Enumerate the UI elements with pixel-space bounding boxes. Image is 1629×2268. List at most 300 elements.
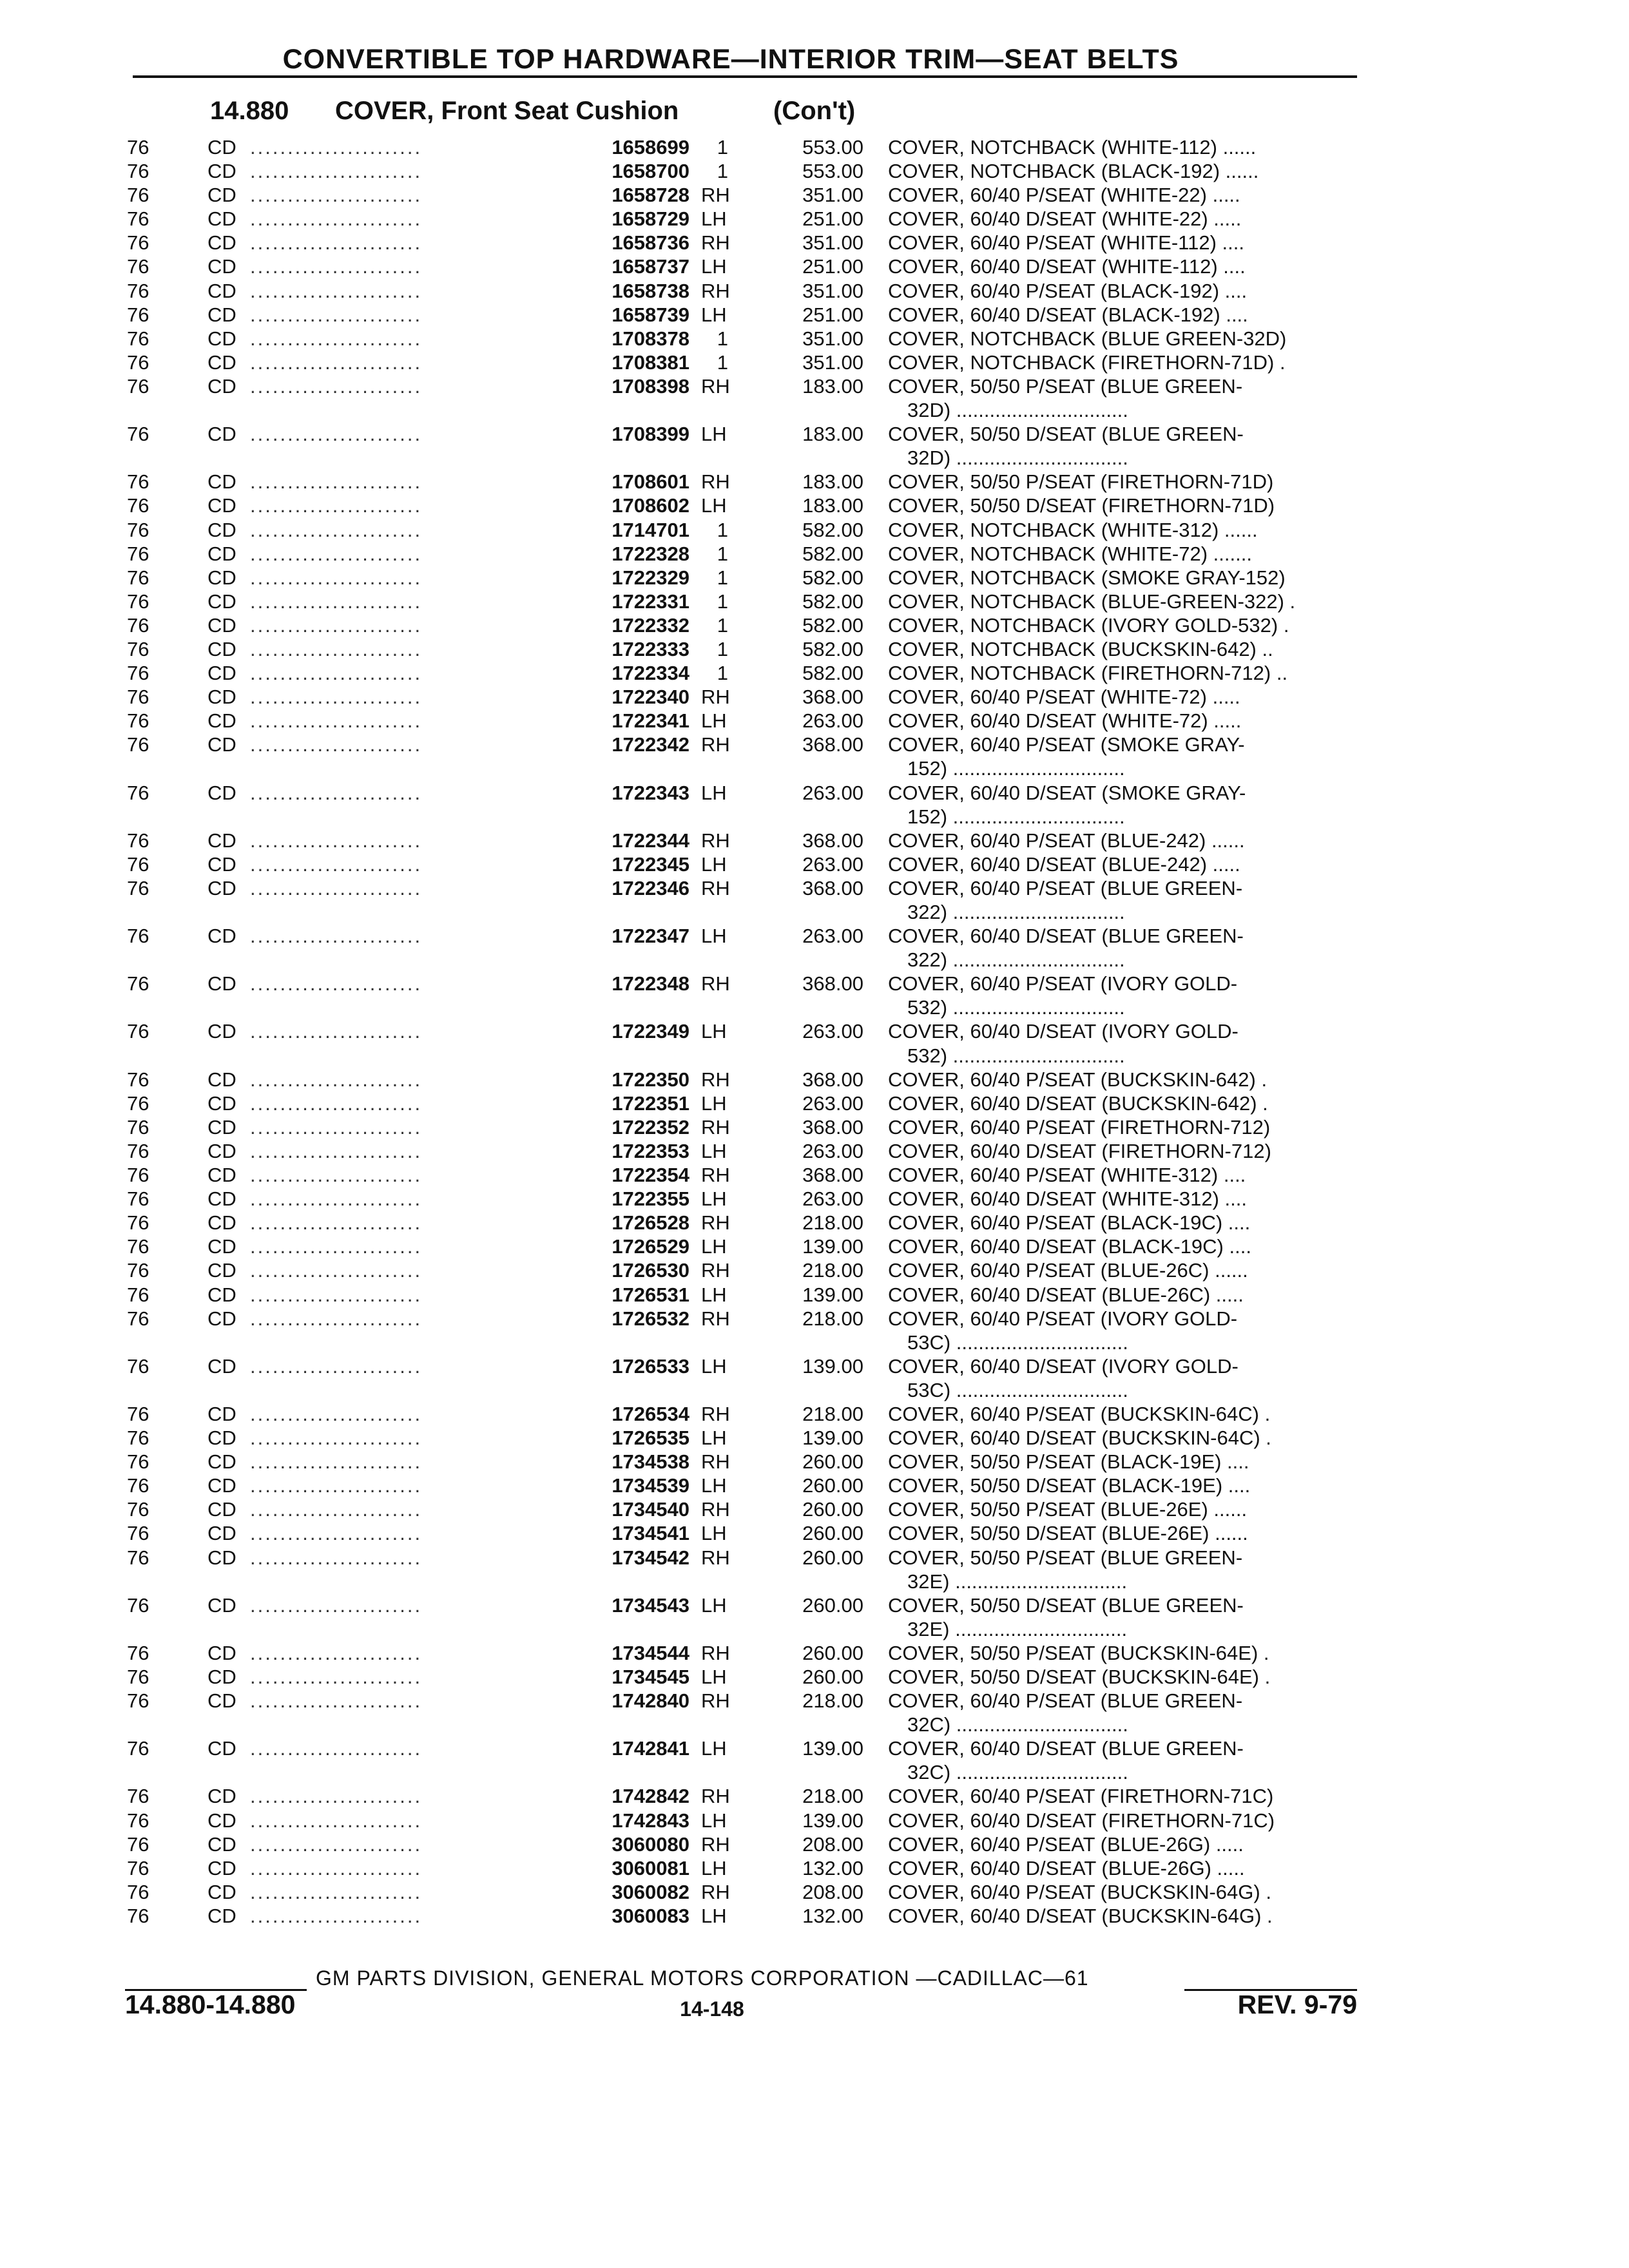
part-description: COVER, 60/40 P/SEAT (WHITE-22) .....: [888, 184, 1240, 207]
part-number: 1734544: [612, 1641, 689, 1664]
quantity-side: 1: [717, 160, 728, 183]
body-code: CD: [207, 1474, 236, 1497]
table-row: [0, 1354, 1629, 1402]
part-description: COVER, 60/40 D/SEAT (BLUE-242) .....: [888, 852, 1240, 876]
part-number: 3060081: [612, 1856, 689, 1879]
quantity-side: RH: [701, 733, 730, 756]
price: 368.00: [802, 972, 863, 995]
dot-leader: .......................: [250, 1689, 423, 1713]
table-row: [0, 733, 1629, 780]
part-description: COVER, 60/40 P/SEAT (FIRETHORN-712): [888, 1115, 1271, 1139]
table-row: [0, 590, 1629, 613]
key-number: 76: [127, 1809, 149, 1832]
body-code: CD: [207, 709, 236, 733]
part-number: 1742843: [612, 1809, 689, 1832]
table-row: [0, 207, 1629, 231]
price: 132.00: [802, 1856, 863, 1879]
table-row: [0, 566, 1629, 590]
key-number: 76: [127, 207, 149, 231]
quantity-side: LH: [701, 925, 727, 948]
quantity-side: RH: [701, 1211, 730, 1235]
dot-leader: .......................: [250, 184, 423, 207]
quantity-side: 1: [717, 566, 728, 589]
dot-leader: .......................: [250, 1164, 423, 1187]
part-description: COVER, NOTCHBACK (BUCKSKIN-642) ..: [888, 637, 1273, 660]
quantity-side: LH: [701, 1283, 727, 1306]
part-description: COVER, 50/50 D/SEAT (BUCKSKIN-64E) .: [888, 1666, 1271, 1688]
footer-division-line: GM PARTS DIVISION, GENERAL MOTORS CORPORATION —CADILLAC—61: [316, 1966, 1089, 1990]
table-row: [0, 637, 1629, 661]
price: 251.00: [802, 303, 863, 326]
body-code: CD: [207, 1164, 236, 1187]
table-row: [0, 1593, 1629, 1641]
price: 582.00: [802, 518, 863, 541]
part-number: 1722348: [612, 972, 689, 995]
table-row: [0, 924, 1629, 972]
dot-leader: .......................: [250, 1020, 423, 1043]
part-description: COVER, 60/40 D/SEAT (WHITE-72) .....: [888, 709, 1242, 733]
key-number: 76: [127, 829, 149, 852]
table-row: [0, 1689, 1629, 1736]
part-number: 3060083: [612, 1904, 689, 1927]
body-code: CD: [207, 1259, 236, 1282]
price: 260.00: [802, 1498, 863, 1521]
part-description: COVER, NOTCHBACK (FIRETHORN-71D) .: [888, 351, 1286, 374]
table-row: [0, 1904, 1629, 1928]
body-code: CD: [207, 1307, 236, 1330]
table-row: [0, 422, 1629, 470]
dot-leader: .......................: [250, 231, 423, 255]
price: 260.00: [802, 1450, 863, 1474]
dot-leader: .......................: [250, 1737, 423, 1760]
table-row: [0, 470, 1629, 494]
table-row: [0, 255, 1629, 278]
key-number: 76: [127, 1427, 149, 1450]
part-description: COVER, 50/50 D/SEAT (BLUE-26E) ......: [888, 1522, 1248, 1545]
price: 208.00: [802, 1832, 863, 1856]
key-number: 76: [127, 1689, 149, 1713]
part-description-continued: 532) ...............................: [907, 996, 1125, 1019]
price: 582.00: [802, 613, 863, 637]
part-description: COVER, 60/40 D/SEAT (BUCKSKIN-64C) .: [888, 1427, 1271, 1450]
key-number: 76: [127, 1474, 149, 1497]
key-number: 76: [127, 566, 149, 589]
body-code: CD: [207, 1904, 236, 1927]
price: 260.00: [802, 1641, 863, 1664]
dot-leader: .......................: [250, 1546, 423, 1569]
part-description: COVER, 50/50 P/SEAT (BLUE-26E) ......: [888, 1498, 1248, 1521]
quantity-side: LH: [701, 1354, 727, 1378]
key-number: 76: [127, 1546, 149, 1569]
dot-leader: .......................: [250, 1785, 423, 1808]
dot-leader: .......................: [250, 494, 423, 517]
key-number: 76: [127, 160, 149, 183]
key-number: 76: [127, 876, 149, 899]
part-number: 1734543: [612, 1593, 689, 1617]
quantity-side: LH: [701, 1427, 727, 1450]
quantity-side: LH: [701, 1474, 727, 1497]
part-number: 1658739: [612, 303, 689, 326]
quantity-side: RH: [701, 1259, 730, 1282]
part-description: COVER, NOTCHBACK (IVORY GOLD-532) .: [888, 613, 1289, 637]
dot-leader: .......................: [250, 1809, 423, 1832]
price: 251.00: [802, 207, 863, 231]
section-heading: [210, 97, 855, 126]
part-number: 1734539: [612, 1474, 689, 1497]
table-row: [0, 1163, 1629, 1187]
part-number: 1658700: [612, 160, 689, 183]
table-row: [0, 303, 1629, 327]
key-number: 76: [127, 590, 149, 613]
price: 553.00: [802, 160, 863, 183]
quantity-side: RH: [701, 1546, 730, 1569]
part-description: COVER, 50/50 D/SEAT (BLUE GREEN-: [888, 423, 1244, 446]
quantity-side: 1: [717, 351, 728, 374]
body-code: CD: [207, 1880, 236, 1903]
part-description-continued: 32E) ...............................: [907, 1617, 1128, 1640]
quantity-side: LH: [701, 1737, 727, 1760]
key-number: 76: [127, 327, 149, 350]
table-row: [0, 374, 1629, 422]
part-number: 1708378: [612, 327, 689, 350]
part-number: 3060082: [612, 1880, 689, 1903]
part-description-continued: 322) ...............................: [907, 901, 1125, 923]
price: 368.00: [802, 829, 863, 852]
part-description: COVER, 60/40 P/SEAT (BLACK-192) ....: [888, 279, 1248, 302]
section-continued: (Con't): [773, 97, 856, 125]
part-description: COVER, NOTCHBACK (BLUE GREEN-32D): [888, 327, 1287, 350]
quantity-side: 1: [717, 637, 728, 660]
body-code: CD: [207, 423, 236, 446]
quantity-side: LH: [701, 1593, 727, 1617]
part-description-continued: 152) ...............................: [907, 805, 1125, 828]
key-number: 76: [127, 255, 149, 278]
quantity-side: RH: [701, 1402, 730, 1425]
key-number: 76: [127, 1641, 149, 1664]
part-description-continued: 532) ...............................: [907, 1044, 1125, 1067]
price: 582.00: [802, 542, 863, 565]
body-code: CD: [207, 1354, 236, 1378]
body-code: CD: [207, 1283, 236, 1306]
table-row: [0, 1474, 1629, 1497]
part-number: 1722340: [612, 686, 689, 709]
part-description: COVER, NOTCHBACK (WHITE-72) .......: [888, 542, 1252, 565]
price: 139.00: [802, 1354, 863, 1378]
body-code: CD: [207, 1832, 236, 1856]
body-code: CD: [207, 662, 236, 685]
body-code: CD: [207, 613, 236, 637]
price: 263.00: [802, 1139, 863, 1162]
quantity-side: LH: [701, 303, 727, 326]
part-description: COVER, 60/40 D/SEAT (BLUE GREEN-: [888, 925, 1244, 948]
table-row: [0, 494, 1629, 517]
table-row: [0, 327, 1629, 351]
price: 218.00: [802, 1211, 863, 1235]
price: 263.00: [802, 852, 863, 876]
dot-leader: .......................: [250, 1354, 423, 1378]
body-code: CD: [207, 852, 236, 876]
part-number: 1734542: [612, 1546, 689, 1569]
price: 218.00: [802, 1785, 863, 1808]
body-code: CD: [207, 255, 236, 278]
table-row: [0, 852, 1629, 876]
body-code: CD: [207, 733, 236, 756]
part-number: 1722352: [612, 1115, 689, 1139]
body-code: CD: [207, 1450, 236, 1474]
part-number: 1722332: [612, 613, 689, 637]
price: 208.00: [802, 1880, 863, 1903]
price: 263.00: [802, 1091, 863, 1115]
part-description: COVER, 60/40 P/SEAT (WHITE-112) ....: [888, 231, 1244, 255]
part-description: COVER, NOTCHBACK (SMOKE GRAY-152): [888, 566, 1286, 589]
part-description: COVER, 60/40 P/SEAT (FIRETHORN-71C): [888, 1785, 1274, 1808]
part-description-continued: 32D) ...............................: [907, 399, 1128, 422]
price: 132.00: [802, 1904, 863, 1927]
key-number: 76: [127, 136, 149, 159]
quantity-side: RH: [701, 470, 730, 494]
table-row: [0, 1283, 1629, 1307]
body-code: CD: [207, 829, 236, 852]
part-description-continued: 32D) ...............................: [907, 447, 1128, 470]
key-number: 76: [127, 709, 149, 733]
key-number: 76: [127, 637, 149, 660]
dot-leader: .......................: [250, 1450, 423, 1474]
quantity-side: 1: [717, 590, 728, 613]
key-number: 76: [127, 1164, 149, 1187]
dot-leader: .......................: [250, 1880, 423, 1903]
table-row: [0, 781, 1629, 829]
quantity-side: RH: [701, 1689, 730, 1713]
quantity-side: RH: [701, 279, 730, 302]
parts-list: [0, 135, 1629, 1928]
section-number: 14.880: [210, 97, 289, 125]
dot-leader: .......................: [250, 613, 423, 637]
table-row: [0, 685, 1629, 709]
price: 260.00: [802, 1546, 863, 1569]
key-number: 76: [127, 1402, 149, 1425]
price: 368.00: [802, 1164, 863, 1187]
dot-leader: .......................: [250, 374, 423, 398]
table-row: [0, 542, 1629, 566]
dot-leader: .......................: [250, 303, 423, 326]
price: 368.00: [802, 1115, 863, 1139]
price: 351.00: [802, 231, 863, 255]
part-number: 1742840: [612, 1689, 689, 1713]
key-number: 76: [127, 518, 149, 541]
price: 183.00: [802, 374, 863, 398]
body-code: CD: [207, 1689, 236, 1713]
part-number: 1658728: [612, 184, 689, 207]
body-code: CD: [207, 1139, 236, 1162]
quantity-side: LH: [701, 709, 727, 733]
page-header-title: CONVERTIBLE TOP HARDWARE—INTERIOR TRIM—SEAT BELTS: [282, 44, 1179, 75]
part-description-continued: 32C) ...............................: [907, 1713, 1128, 1736]
dot-leader: .......................: [250, 1522, 423, 1545]
part-description: COVER, NOTCHBACK (BLUE-GREEN-322) .: [888, 590, 1296, 613]
quantity-side: LH: [701, 1235, 727, 1258]
key-number: 76: [127, 1068, 149, 1091]
price: 263.00: [802, 1020, 863, 1043]
dot-leader: .......................: [250, 136, 423, 159]
section-description: COVER, Front Seat Cushion: [335, 97, 679, 125]
quantity-side: RH: [701, 1115, 730, 1139]
part-description: COVER, 60/40 P/SEAT (IVORY GOLD-: [888, 972, 1238, 995]
body-code: CD: [207, 374, 236, 398]
key-number: 76: [127, 279, 149, 302]
price: 218.00: [802, 1307, 863, 1330]
key-number: 76: [127, 733, 149, 756]
body-code: CD: [207, 1068, 236, 1091]
part-description: COVER, NOTCHBACK (WHITE-312) ......: [888, 518, 1258, 541]
part-description: COVER, 60/40 D/SEAT (WHITE-22) .....: [888, 207, 1242, 231]
dot-leader: .......................: [250, 1115, 423, 1139]
part-description: COVER, 60/40 P/SEAT (WHITE-312) ....: [888, 1164, 1246, 1187]
dot-leader: .......................: [250, 1139, 423, 1162]
price: 139.00: [802, 1235, 863, 1258]
quantity-side: LH: [701, 1809, 727, 1832]
price: 139.00: [802, 1737, 863, 1760]
price: 582.00: [802, 637, 863, 660]
part-description-continued: 322) ...............................: [907, 948, 1125, 972]
part-description: COVER, 60/40 P/SEAT (BLUE-242) ......: [888, 829, 1245, 852]
part-description: COVER, 60/40 D/SEAT (FIRETHORN-712): [888, 1139, 1271, 1162]
body-code: CD: [207, 494, 236, 517]
body-code: CD: [207, 1737, 236, 1760]
table-row: [0, 1665, 1629, 1689]
key-number: 76: [127, 852, 149, 876]
body-code: CD: [207, 1020, 236, 1043]
price: 218.00: [802, 1689, 863, 1713]
part-number: 1722344: [612, 829, 689, 852]
price: 351.00: [802, 327, 863, 350]
part-number: 1722353: [612, 1139, 689, 1162]
table-row: [0, 1736, 1629, 1784]
key-number: 76: [127, 1498, 149, 1521]
table-row: [0, 1784, 1629, 1808]
part-description: COVER, 60/40 D/SEAT (IVORY GOLD-: [888, 1354, 1239, 1378]
quantity-side: RH: [701, 876, 730, 899]
quantity-side: RH: [701, 1068, 730, 1091]
part-description: COVER, 60/40 P/SEAT (BLUE GREEN-: [888, 1689, 1243, 1713]
dot-leader: .......................: [250, 1211, 423, 1235]
dot-leader: .......................: [250, 279, 423, 302]
table-row: [0, 1402, 1629, 1426]
quantity-side: LH: [701, 1666, 727, 1688]
part-number: 1726530: [612, 1259, 689, 1282]
table-row: [0, 1235, 1629, 1258]
dot-leader: .......................: [250, 327, 423, 350]
price: 368.00: [802, 1068, 863, 1091]
body-code: CD: [207, 686, 236, 709]
table-row: [0, 1211, 1629, 1235]
quantity-side: RH: [701, 972, 730, 995]
part-description-continued: 32C) ...............................: [907, 1761, 1128, 1784]
part-description: COVER, 60/40 D/SEAT (BUCKSKIN-642) .: [888, 1091, 1268, 1115]
key-number: 76: [127, 1856, 149, 1879]
part-number: 1726528: [612, 1211, 689, 1235]
part-number: 1708602: [612, 494, 689, 517]
price: 139.00: [802, 1809, 863, 1832]
quantity-side: 1: [717, 327, 728, 350]
price: 183.00: [802, 423, 863, 446]
table-row: [0, 661, 1629, 685]
price: 139.00: [802, 1283, 863, 1306]
part-description: COVER, 60/40 P/SEAT (SMOKE GRAY-: [888, 733, 1245, 756]
dot-leader: .......................: [250, 1068, 423, 1091]
key-number: 76: [127, 781, 149, 804]
body-code: CD: [207, 1091, 236, 1115]
key-number: 76: [127, 972, 149, 995]
dot-leader: .......................: [250, 733, 423, 756]
price: 263.00: [802, 925, 863, 948]
key-number: 76: [127, 1211, 149, 1235]
part-number: 3060080: [612, 1832, 689, 1856]
body-code: CD: [207, 637, 236, 660]
key-number: 76: [127, 470, 149, 494]
quantity-side: LH: [701, 207, 727, 231]
table-row: [0, 613, 1629, 637]
part-description: COVER, 60/40 D/SEAT (IVORY GOLD-: [888, 1020, 1239, 1043]
quantity-side: RH: [701, 1785, 730, 1808]
body-code: CD: [207, 184, 236, 207]
quantity-side: RH: [701, 374, 730, 398]
key-number: 76: [127, 1091, 149, 1115]
table-row: [0, 1641, 1629, 1665]
quantity-side: LH: [701, 423, 727, 446]
body-code: CD: [207, 1187, 236, 1211]
table-row: [0, 279, 1629, 303]
part-description: COVER, 60/40 P/SEAT (BLUE-26G) .....: [888, 1832, 1244, 1856]
price: 183.00: [802, 470, 863, 494]
key-number: 76: [127, 1115, 149, 1139]
part-number: 1708601: [612, 470, 689, 494]
quantity-side: LH: [701, 852, 727, 876]
dot-leader: .......................: [250, 1259, 423, 1282]
body-code: CD: [207, 1856, 236, 1879]
dot-leader: .......................: [250, 255, 423, 278]
quantity-side: RH: [701, 231, 730, 255]
key-number: 76: [127, 184, 149, 207]
part-description-continued: 152) ...............................: [907, 757, 1125, 780]
price: 582.00: [802, 590, 863, 613]
dot-leader: .......................: [250, 1904, 423, 1927]
table-row: [0, 1856, 1629, 1880]
dot-leader: .......................: [250, 423, 423, 446]
part-number: 1658737: [612, 255, 689, 278]
part-number: 1722351: [612, 1091, 689, 1115]
key-number: 76: [127, 613, 149, 637]
body-code: CD: [207, 1641, 236, 1664]
table-row: [0, 231, 1629, 255]
part-description: COVER, 50/50 P/SEAT (BUCKSKIN-64E) .: [888, 1641, 1269, 1664]
part-description: COVER, 50/50 D/SEAT (BLACK-19E) ....: [888, 1474, 1251, 1497]
body-code: CD: [207, 1211, 236, 1235]
key-number: 76: [127, 1880, 149, 1903]
key-number: 76: [127, 423, 149, 446]
table-row: [0, 518, 1629, 542]
part-number: 1726533: [612, 1354, 689, 1378]
part-description: COVER, 60/40 P/SEAT (BUCKSKIN-64G) .: [888, 1880, 1271, 1903]
dot-leader: .......................: [250, 470, 423, 494]
part-description: COVER, NOTCHBACK (BLACK-192) ......: [888, 160, 1259, 183]
quantity-side: 1: [717, 542, 728, 565]
dot-leader: .......................: [250, 351, 423, 374]
table-row: [0, 709, 1629, 733]
body-code: CD: [207, 1809, 236, 1832]
key-number: 76: [127, 1785, 149, 1808]
price: 218.00: [802, 1259, 863, 1282]
body-code: CD: [207, 1666, 236, 1688]
